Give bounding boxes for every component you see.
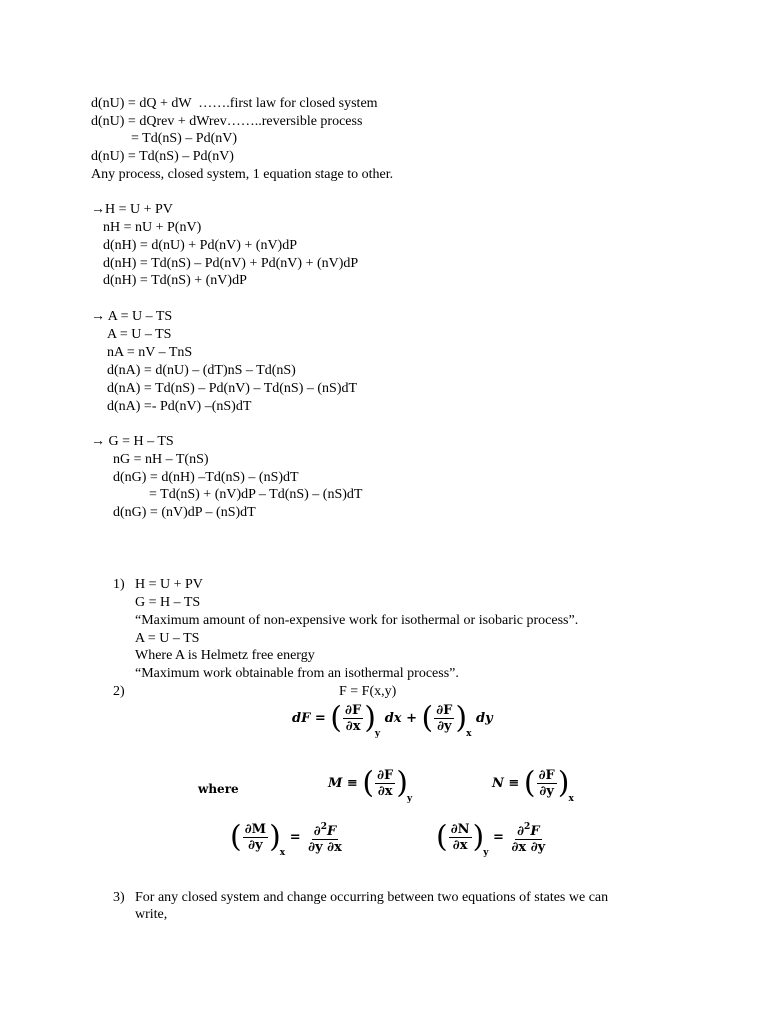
list-number-2: 2) (113, 684, 125, 699)
reversible-result-line: = Td(nS) – Pd(nV) (131, 131, 238, 146)
dx-symbol: dx (384, 711, 402, 726)
item1-line-2: G = H – TS (135, 595, 201, 610)
plus-symbol: + (406, 711, 417, 726)
partial-f-x-fraction: $\frac{\partial F}{\partial x}$ (345, 703, 362, 734)
dy-symbol: dy (476, 711, 493, 726)
total-differential-equation (292, 700, 493, 739)
exactness-criterion-m: ( $\frac{\partial M}{\partial y}$ )$_x$ = $\frac{\partial^2F}{\partial y \partial x}$ (230, 819, 342, 858)
list-number-1: 1) (113, 577, 125, 592)
exactness-criterion-n: ( $\frac{\partial N}{\partial x}$ )$_y$ = $\frac{\partial^2F}{\partial x \partial y}$ (436, 819, 546, 858)
left-paren: ( (421, 700, 434, 736)
item3-line-1: For any closed system and change occurring between two equations of states we can (135, 890, 609, 905)
item2-function-line: F = F(x,y) (339, 684, 397, 699)
right-paren: ) (455, 700, 468, 736)
subscript-x: x (466, 729, 472, 739)
subscript-y: y (374, 729, 381, 739)
helmholtz-heading: → A = U – TS (91, 309, 173, 324)
enthalpy-line-4: d(nH) = Td(nS) + (nV)dP (103, 273, 247, 288)
right-paren: ) (364, 700, 376, 736)
item1-line-3: “Maximum amount of non-expensive work for isothermal or isobaric process”. (135, 613, 579, 628)
item1-line-5: Where A is Helmetz free energy (135, 648, 315, 663)
m-definition: M ≡ ( $\frac{\partial F}{\partial x}$ )$_y$ (328, 765, 413, 804)
equals-symbol: = (314, 711, 326, 726)
gibbs-line-3: = Td(nS) + (nV)dP – Td(nS) – (nS)dT (149, 487, 363, 502)
list-number-3: 3) (113, 890, 125, 905)
helmholtz-line-5: d(nA) =- Pd(nV) –(nS)dT (107, 399, 252, 414)
any-process-line: Any process, closed system, 1 equation stage to other. (91, 167, 394, 182)
reversible-line: d(nU) = dQrev + dWrev……..reversible process (91, 114, 363, 129)
item1-line-1: H = U + PV (135, 577, 203, 592)
left-paren: ( (330, 700, 343, 736)
partial-f-y-fraction: $\frac{\partial F}{\partial y}$ (436, 703, 453, 734)
item3-line-2: write, (135, 907, 168, 922)
helmholtz-line-2: nA = nV – TnS (107, 345, 193, 360)
helmholtz-line-3: d(nA) = d(nU) – (dT)nS – Td(nS) (107, 363, 296, 378)
gibbs-line-4: d(nG) = (nV)dP – (nS)dT (113, 505, 256, 520)
df-symbol: dF (292, 711, 311, 726)
gibbs-line-2: d(nG) = d(nH) –Td(nS) – (nS)dT (113, 470, 299, 485)
enthalpy-heading: →H = U + PV (91, 202, 173, 217)
item1-line-6: “Maximum work obtainable from an isothermal process”. (135, 666, 459, 681)
where-label: where (198, 782, 239, 796)
helmholtz-line-1: A = U – TS (107, 327, 172, 342)
du-equation-line: d(nU) = Td(nS) – Pd(nV) (91, 149, 234, 164)
gibbs-heading: → G = H – TS (91, 434, 174, 449)
helmholtz-line-4: d(nA) = Td(nS) – Pd(nV) – Td(nS) – (nS)dT (107, 381, 358, 396)
enthalpy-line-1: nH = nU + P(nV) (103, 220, 202, 235)
n-definition: N ≡ ( $\frac{\partial F}{\partial y}$ )$_x$ (492, 765, 574, 804)
enthalpy-line-2: d(nH) = d(nU) + Pd(nV) + (nV)dP (103, 238, 297, 253)
gibbs-line-1: nG = nH – T(nS) (113, 452, 209, 467)
enthalpy-line-3: d(nH) = Td(nS) – Pd(nV) + Pd(nV) + (nV)dP (103, 256, 359, 271)
item1-line-4: A = U – TS (135, 631, 200, 646)
first-law-line: d(nU) = dQ + dW …….first law for closed system (91, 96, 378, 111)
